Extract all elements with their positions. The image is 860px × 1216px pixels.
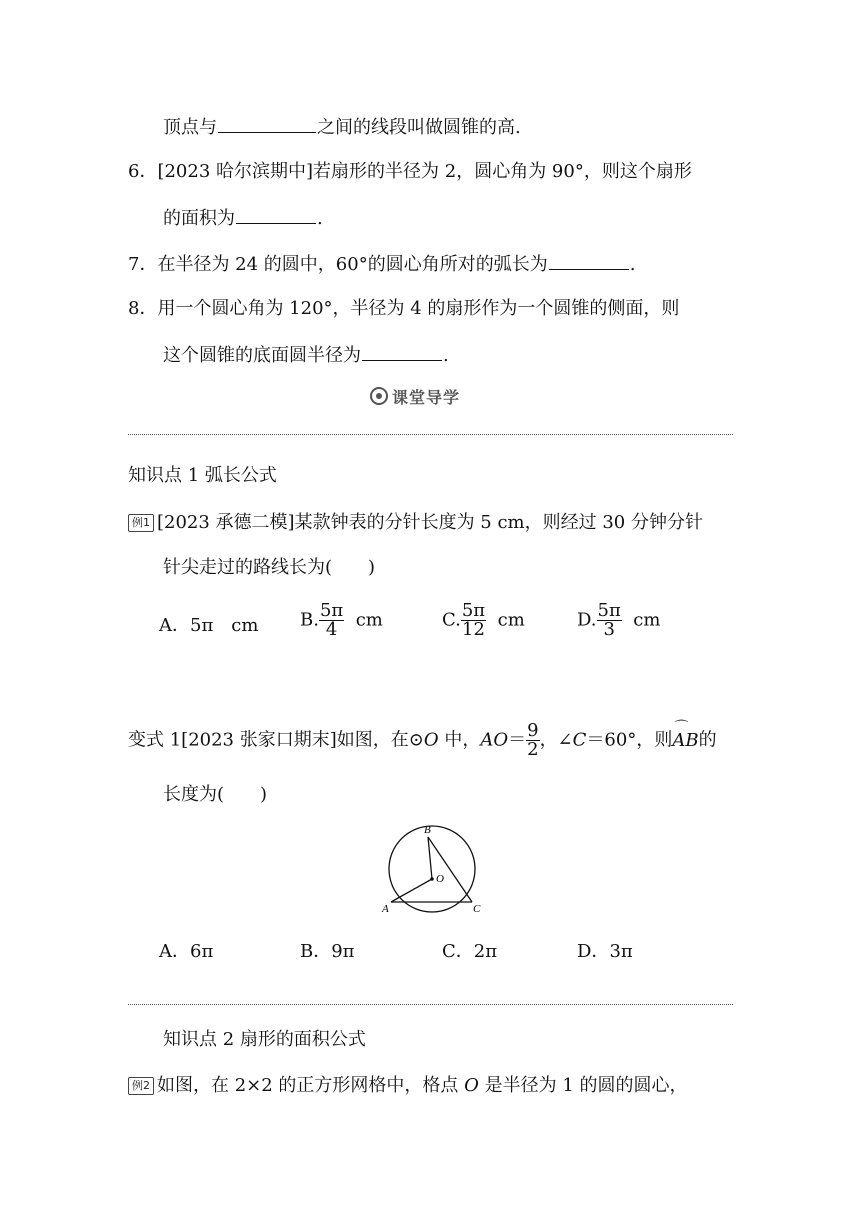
example-1-line2: 针尖走过的路线长为( ) (163, 557, 376, 578)
option-letter: B. (300, 609, 319, 631)
q5-prefix: 顶点与 (163, 117, 217, 138)
segment-ao: AO (480, 729, 509, 751)
option-letter: A． (159, 941, 190, 962)
fraction (319, 602, 344, 639)
variant-1-option-b[interactable] (300, 940, 355, 964)
grid-point-o: O (464, 1075, 479, 1096)
fraction (461, 602, 486, 639)
option-text: 6π (190, 941, 214, 962)
example-1-option-d[interactable] (577, 602, 660, 639)
option-unit: cm (355, 609, 383, 631)
variant-1-option-c[interactable] (442, 940, 497, 964)
option-letter: B． (300, 941, 332, 962)
example-2-badge: 例2 (128, 1077, 154, 1095)
option-letter: D． (577, 941, 610, 962)
question-8-line1 (128, 297, 679, 321)
example-1-option-a[interactable] (159, 614, 258, 638)
label-a: A (382, 903, 389, 915)
label-c: C (473, 903, 481, 915)
example-2-suffix: 是半径为 1 的圆的圆心， (478, 1075, 688, 1096)
q8-answer-blank[interactable] (362, 342, 442, 361)
example-1-option-b[interactable] (300, 602, 383, 639)
option-text: 3π (609, 941, 633, 962)
knowledge-point-2-title: 知识点 2 扇形的面积公式 (163, 1029, 366, 1050)
section-divider (128, 434, 733, 435)
denominator: 3 (603, 619, 615, 640)
option-letter: C． (442, 941, 474, 962)
circle-center-o: O (423, 729, 439, 751)
variant-1-line2: 长度为( ) (163, 784, 268, 805)
numerator: 9 (527, 720, 539, 741)
question-6-line1 (128, 160, 692, 184)
q8-number: 8． (128, 298, 158, 319)
q5-answer-blank[interactable] (218, 114, 316, 133)
q8-line2-suffix: . (443, 345, 449, 366)
variant-1-option-a[interactable] (159, 940, 213, 964)
denominator: 12 (462, 619, 485, 640)
q7-answer-blank[interactable] (549, 251, 629, 270)
question-7 (128, 251, 635, 277)
variant-1-prefix: 变式 1[2023 张家口期末]如图，在⊙ (128, 729, 424, 751)
arc-ab: ⌒ AB (672, 723, 698, 759)
denominator: 2 (527, 739, 539, 760)
option-unit: cm (633, 609, 661, 631)
variant-1-text: ，∠ (539, 729, 573, 751)
numerator: 5π (597, 600, 621, 621)
variant-1-suffix: 的 (698, 729, 717, 751)
q7-prefix: 在半径为 24 的圆中，60°的圆心角所对的弧长为 (157, 254, 548, 275)
q8-line2-prefix: 这个圆锥的底面圆半径为 (163, 345, 361, 366)
label-o: O (436, 873, 444, 885)
knowledge-point-1-title: 知识点 1 弧长公式 (128, 465, 277, 486)
radius-ob (428, 837, 432, 879)
question-5-tail (163, 114, 521, 140)
question-8-line2 (163, 342, 449, 368)
option-letter: D. (577, 609, 597, 631)
variant-1-text: ＝60°，则 (586, 729, 673, 751)
variant-1-option-d[interactable] (577, 940, 633, 964)
center-dot (430, 877, 434, 881)
circle-figure (378, 818, 488, 918)
q6-text: [2023 哈尔滨期中]若扇形的半径为 2，圆心角为 90°，则这个扇形 (157, 161, 692, 182)
q6-line2-suffix: . (317, 208, 323, 229)
ao-fraction (526, 722, 539, 759)
denominator: 4 (325, 619, 338, 640)
option-letter: A． (159, 615, 190, 636)
radius-oa (391, 879, 432, 902)
circle-outline (389, 826, 475, 912)
q6-answer-blank[interactable] (236, 205, 316, 224)
classroom-banner (370, 384, 460, 408)
option-text: 5π cm (190, 615, 259, 636)
equals-sign: ＝ (508, 729, 527, 751)
option-unit: cm (497, 609, 525, 631)
angle-vertex-c: C (572, 729, 587, 751)
numerator: 5π (319, 600, 344, 621)
numerator: 5π (461, 600, 486, 621)
q6-line2-prefix: 的面积为 (163, 208, 235, 229)
chord-bc (428, 837, 472, 902)
example-1-badge: 例1 (128, 514, 154, 532)
example-1-option-c[interactable] (442, 602, 525, 639)
label-b: B (424, 824, 431, 836)
option-text: 2π (473, 941, 498, 962)
q8-text: 用一个圆心角为 120°，半径为 4 的扇形作为一个圆锥的侧面，则 (157, 298, 680, 319)
option-text: 9π (331, 941, 355, 962)
question-6-line2 (163, 205, 323, 231)
example-2-line1 (128, 1074, 688, 1098)
option-letter: C. (442, 609, 461, 631)
q5-suffix: 之间的线段叫做圆锥的高. (317, 117, 521, 138)
example-1-line1 (128, 511, 703, 535)
q7-number: 7． (128, 254, 158, 275)
fraction (597, 602, 622, 639)
q7-suffix: . (629, 254, 636, 275)
q6-number: 6． (128, 161, 158, 182)
variant-1-line1 (128, 722, 717, 759)
section-divider (128, 1004, 733, 1005)
variant-1-text: 中， (438, 729, 481, 751)
example-2-prefix: 如图，在 2×2 的正方形网格中，格点 (157, 1075, 465, 1096)
banner-label: 课堂导学 (392, 387, 461, 407)
classroom-badge-icon (370, 387, 388, 405)
example-1-text: [2023 承德二模]某款钟表的分针长度为 5 cm，则经过 30 分钟分针 (157, 512, 703, 533)
